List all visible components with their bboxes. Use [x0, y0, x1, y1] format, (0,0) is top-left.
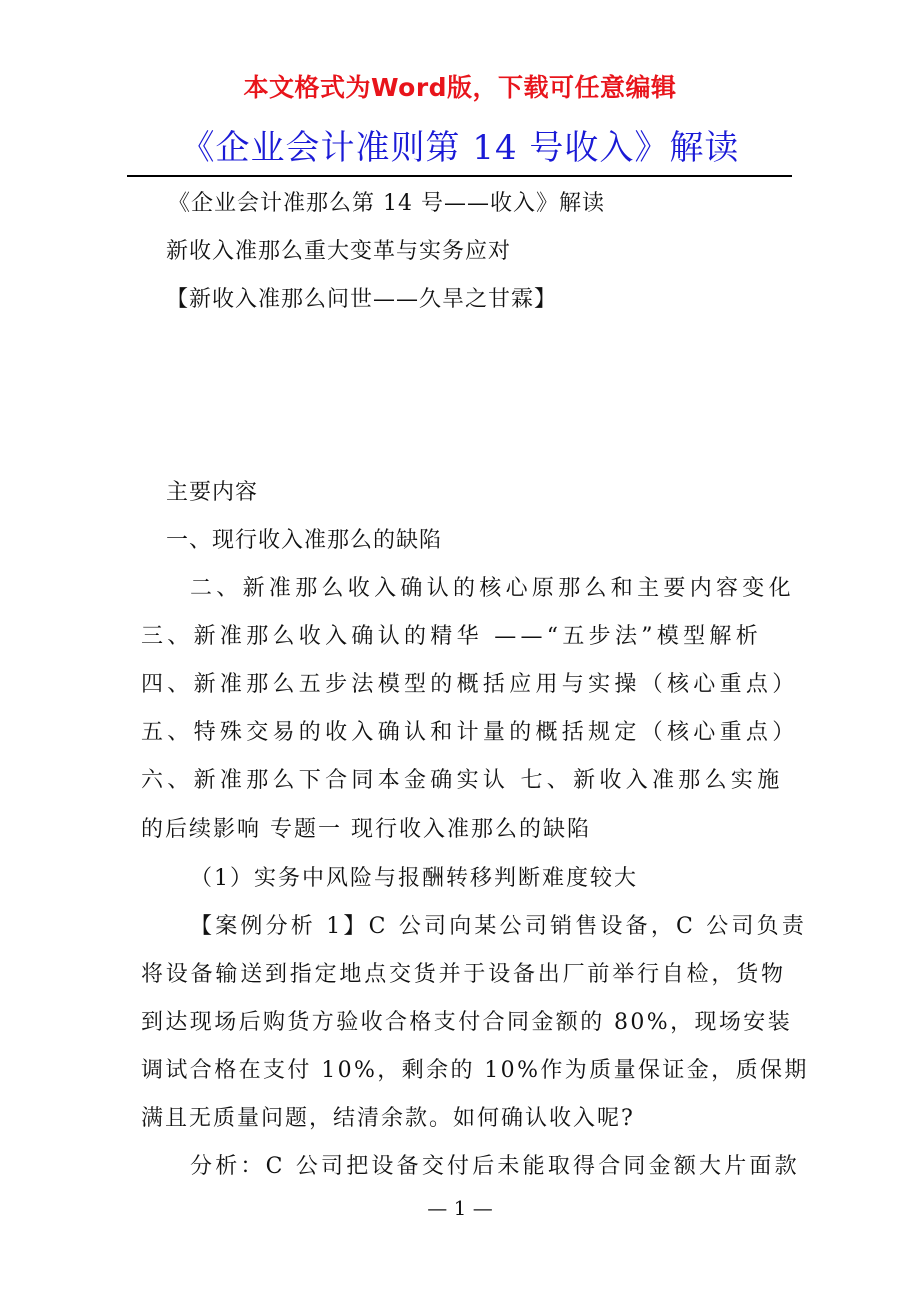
contents-item: 一、现行收入准那么的缺陷	[166, 528, 443, 553]
paragraph-line: 满且无质量问题，结清余款。如何确认收入呢?	[141, 1106, 635, 1131]
title-divider	[127, 175, 792, 177]
page-number: — 1 —	[427, 1196, 493, 1220]
contents-item: 二、新准那么收入确认的核心原那么和主要内容变化	[190, 576, 795, 601]
download-banner: 本文格式为Word版，下载可任意编辑	[243, 73, 677, 102]
contents-item: 的后续影响 专题一 现行收入准那么的缺陷	[141, 817, 591, 842]
paragraph-line: 分析：C 公司把设备交付后未能取得合同金额大片面款	[190, 1154, 800, 1179]
paragraph-line: 将设备输送到指定地点交货并于设备出厂前举行自检，货物	[141, 962, 786, 987]
contents-item: 六、新准那么下合同本金确实认 七、新收入准那么实施	[141, 768, 784, 793]
document-title: 《企业会计准则第 14 号收入》解读	[180, 128, 740, 168]
contents-item: 四、新准那么五步法模型的概括应用与实操（核心重点）	[141, 672, 799, 697]
paragraph-line: 到达现场后购货方验收合格支付合同金额的 80%，现场安装	[141, 1010, 793, 1035]
contents-heading: 主要内容	[166, 480, 259, 505]
subtitle-line: 《企业会计准那么第 14 号——收入》解读	[168, 191, 605, 216]
section-heading: 【新收入准那么问世——久旱之甘霖】	[166, 287, 558, 312]
subtitle-line: 新收入准那么重大变革与实务应对	[166, 239, 512, 264]
contents-item: 三、新准那么收入确认的精华 ——“五步法”模型解析	[141, 624, 762, 649]
paragraph-line: （1）实务中风险与报酬转移判断难度较大	[190, 866, 638, 891]
contents-item: 五、特殊交易的收入确认和计量的概括规定（核心重点）	[141, 720, 799, 745]
paragraph-line: 【案例分析 1】C 公司向某公司销售设备，C 公司负责	[190, 914, 808, 939]
paragraph-line: 调试合格在支付 10%，剩余的 10%作为质量保证金，质保期	[141, 1058, 809, 1083]
